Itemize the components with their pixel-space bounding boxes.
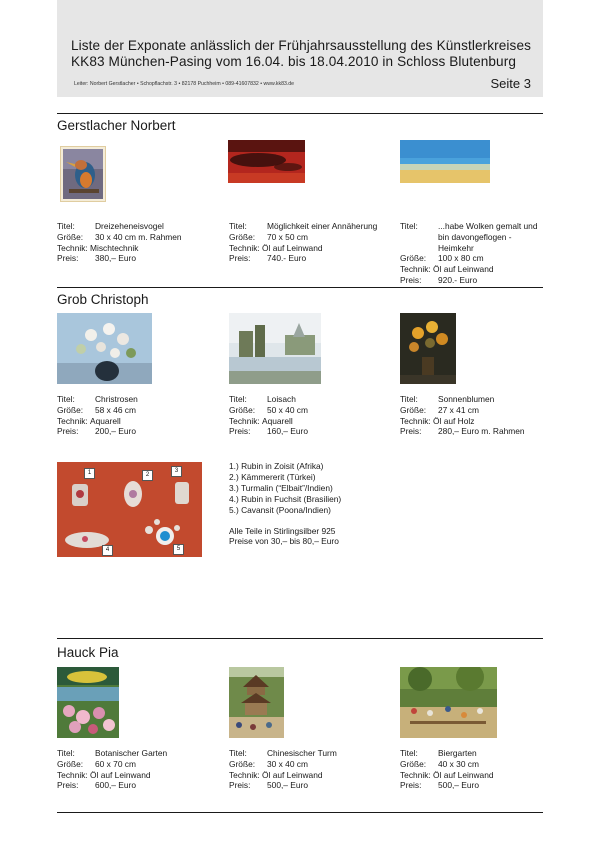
label-groesse: Größe: <box>400 253 427 264</box>
artwork-price: 200,– Euro <box>95 426 136 437</box>
label-technik: Technik: <box>57 415 88 426</box>
label-titel: Titel: <box>229 394 247 404</box>
label-technik: Technik: <box>400 769 431 780</box>
artwork-image-christrosen <box>57 313 152 384</box>
header-title-line1: Liste der Exponate anlässlich der Frühjahrsausstellung des Künstlerkreises <box>71 38 532 53</box>
label-titel: Titel: <box>57 221 75 231</box>
artwork-price: 380,– Euro <box>95 253 136 264</box>
artist-name: Grob Christoph <box>57 292 149 307</box>
jewelry-list <box>229 461 341 547</box>
artwork-size: 40 x 30 cm <box>438 758 479 769</box>
page-number: Seite 3 <box>490 76 531 91</box>
label-groesse: Größe: <box>400 404 427 415</box>
label-technik: Technik: <box>400 415 431 426</box>
artwork-title: Möglichkeit einer Annäherung <box>267 221 378 231</box>
label-preis: Preis: <box>57 780 79 791</box>
jewelry-note: Alle Teile in Stirlingsilber 925 <box>229 525 336 536</box>
label-groesse: Größe: <box>400 758 427 769</box>
artwork-title: Chinesischer Turm <box>267 748 337 758</box>
artist-name: Hauck Pia <box>57 645 119 660</box>
label-technik: Technik: <box>57 242 88 253</box>
header-title-line2: KK83 München-Pasing vom 16.04. bis 18.04.2010 in Schloss Blutenburg <box>71 54 516 69</box>
label-titel: Titel: <box>57 748 75 758</box>
label-technik: Technik: <box>400 264 431 275</box>
label-titel: Titel: <box>400 748 418 758</box>
artwork-image-botanischer-garten <box>57 667 119 738</box>
label-titel: Titel: <box>400 221 418 231</box>
artwork-size: 60 x 70 cm <box>95 758 136 769</box>
label-preis: Preis: <box>400 274 422 285</box>
artwork-price: 740.- Euro <box>267 253 307 264</box>
artwork-image-chinesischer-turm <box>229 667 284 738</box>
artwork-title: Dreizeheneisvogel <box>95 221 164 231</box>
jewelry-number-4: 4 <box>102 545 113 556</box>
label-preis: Preis: <box>229 780 251 791</box>
label-groesse: Größe: <box>57 758 84 769</box>
artwork-image-biergarten <box>400 667 497 738</box>
artwork-info-1-1 <box>229 394 308 437</box>
artwork-price: 500,– Euro <box>267 780 308 791</box>
jewelry-number-3: 3 <box>171 466 182 477</box>
artwork-title: Loisach <box>267 394 296 404</box>
section-divider <box>57 638 543 639</box>
label-groesse: Größe: <box>57 404 84 415</box>
artwork-price: 600,– Euro <box>95 780 136 791</box>
artwork-technique: Öl auf Leinwand <box>433 769 494 780</box>
artwork-price: 920.- Euro <box>438 274 478 285</box>
artwork-technique: Aquarell <box>262 415 293 426</box>
section-divider <box>57 287 543 288</box>
artwork-info-2-1 <box>229 748 337 791</box>
artwork-size: 30 x 40 cm <box>267 758 308 769</box>
label-groesse: Größe: <box>229 231 256 242</box>
artwork-price: 280,– Euro m. Rahmen <box>438 426 525 437</box>
label-preis: Preis: <box>400 780 422 791</box>
jewelry-number-2: 2 <box>142 470 153 481</box>
jewelry-item: 1.) Rubin in Zoisit (Afrika) <box>229 461 324 471</box>
jewelry-item: 3.) Turmalin (“Elbait”/Indien) <box>229 482 333 493</box>
artwork-size: 100 x 80 cm <box>438 253 484 264</box>
jewelry-price-range: Preise von 30,– bis 80,– Euro <box>229 536 339 547</box>
label-preis: Preis: <box>229 253 251 264</box>
jewelry-number-1: 1 <box>84 468 95 479</box>
artwork-image-sonnenblumen <box>400 313 456 384</box>
artwork-technique: Mischtechnik <box>90 242 139 253</box>
label-preis: Preis: <box>57 253 79 264</box>
artwork-title: Biergarten <box>438 748 477 758</box>
artwork-technique: Aquarell <box>90 415 121 426</box>
page-header <box>57 0 543 97</box>
artwork-image-moeglichkeit <box>228 140 305 183</box>
artwork-technique: Öl auf Leinwand <box>262 242 323 253</box>
artwork-image-loisach <box>229 313 321 384</box>
section-divider <box>57 113 543 114</box>
artwork-info-0-0 <box>57 221 182 264</box>
artist-name: Gerstlacher Norbert <box>57 118 176 133</box>
artwork-image-wolken <box>400 140 490 183</box>
label-technik: Technik: <box>229 242 260 253</box>
label-preis: Preis: <box>57 426 79 437</box>
header-contact: Leiter: Norbert Gerstlacher • Schopflachstr. 3 • 82178 Puchheim • 089-41607832 • www.kk83.de <box>74 81 295 87</box>
artwork-info-1-0 <box>57 394 138 437</box>
label-groesse: Größe: <box>229 758 256 769</box>
artwork-info-1-2 <box>400 394 525 437</box>
artwork-size: 70 x 50 cm <box>267 231 308 242</box>
label-titel: Titel: <box>229 221 247 231</box>
artwork-size: 50 x 40 cm <box>267 404 308 415</box>
jewelry-number-5: 5 <box>173 544 184 555</box>
artwork-price: 160,– Euro <box>267 426 308 437</box>
artwork-info-0-2 <box>400 221 548 286</box>
artwork-technique: Öl auf Holz <box>433 415 475 426</box>
artwork-size: 30 x 40 cm m. Rahmen <box>95 231 182 242</box>
section-divider <box>57 812 543 813</box>
artwork-price: 500,– Euro <box>438 780 479 791</box>
artwork-title: Botanischer Garten <box>95 748 168 758</box>
artwork-technique: Öl auf Leinwand <box>262 769 323 780</box>
label-groesse: Größe: <box>57 231 84 242</box>
label-titel: Titel: <box>400 394 418 404</box>
artwork-info-0-1 <box>229 221 377 264</box>
label-technik: Technik: <box>229 415 260 426</box>
jewelry-photo <box>57 462 202 557</box>
artwork-title: Sonnenblumen <box>438 394 495 404</box>
jewelry-item: 5.) Cavansit (Poona/Indien) <box>229 504 331 515</box>
artwork-title: Christrosen <box>95 394 138 404</box>
label-groesse: Größe: <box>229 404 256 415</box>
label-titel: Titel: <box>57 394 75 404</box>
artwork-technique: Öl auf Leinwand <box>433 264 494 275</box>
label-preis: Preis: <box>400 426 422 437</box>
artwork-info-2-2 <box>400 748 494 791</box>
jewelry-item: 4.) Rubin in Fuchsit (Brasilien) <box>229 493 342 504</box>
label-titel: Titel: <box>229 748 247 758</box>
jewelry-item: 2.) Kämmererit (Türkei) <box>229 471 316 482</box>
label-technik: Technik: <box>57 769 88 780</box>
label-technik: Technik: <box>229 769 260 780</box>
artwork-image-dreizeheneisvogel <box>60 146 106 202</box>
artwork-size: 58 x 46 cm <box>95 404 136 415</box>
artwork-size: 27 x 41 cm <box>438 404 479 415</box>
artwork-info-2-0 <box>57 748 167 791</box>
artwork-title: ...habe Wolken gemalt und bin davongeflogen - Heimkehr <box>438 221 538 253</box>
artwork-technique: Öl auf Leinwand <box>90 769 151 780</box>
label-preis: Preis: <box>229 426 251 437</box>
